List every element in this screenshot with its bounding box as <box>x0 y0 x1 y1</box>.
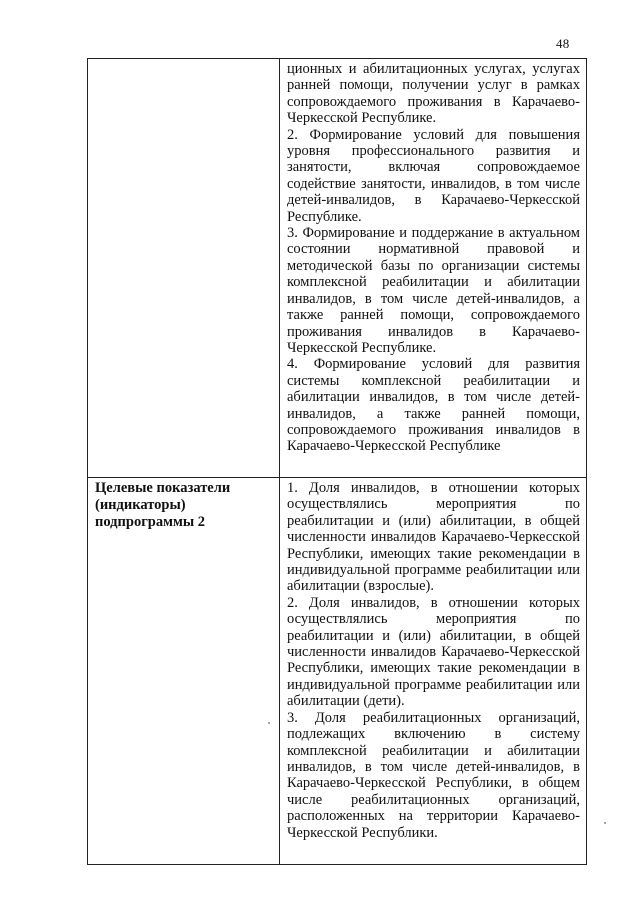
paragraph: 2. Доля инвалидов, в отношении которых осуществлялись мероприятия по реабилитации и (или) абилитации, в общей численности инвалидов Карачаево-Черкесской Республики, имеющих такие рекомендации в индивидуальной программе реабилитации или абилитации (дети). <box>287 594 580 710</box>
subprogram-passport-table <box>87 58 587 865</box>
paragraph: 4. Формирование условий для развития системы комплексной реабилитации и абилитации инвалидов, в том числе детей-инвалидов, а также ранней помощи, сопровождаемого проживания инвалидов в Карачаево-Черкесской Республике <box>287 356 580 455</box>
scan-speck <box>268 722 270 724</box>
paragraph: 3. Формирование и поддержание в актуальном состоянии нормативной правовой и методической базы по организации системы комплексной реабилитации и абилитации инвалидов, в том числе детей-инвалидов, а также ранней помощи, сопровождаемого проживания инвалидов в Карачаево-Черкесской Республике. <box>287 225 580 356</box>
paragraph: 1. Доля инвалидов, в отношении которых осуществлялись мероприятия по реабилитации и (или) абилитации, в общей численности инвалидов Карачаево-Черкесской Республики, имеющих такие рекомендации в индивидуальной программе реабилитации или абилитации (взрослые). <box>287 480 580 595</box>
scan-speck <box>604 822 606 824</box>
paragraph: 2. Формирование условий для повышения уровня профессионального развития и занятости, включая сопровождаемое содействие занятости, инвалидов, в том числе детей-инвалидов, в Карачаево-Черкесской Республике. <box>287 126 580 225</box>
row-label-cell <box>88 478 280 865</box>
page-number: 48 <box>556 36 570 51</box>
paragraph: ционных и абилитационных услугах, услугах ранней помощи, получении услуг в рамках сопровождаемого проживания в Карачаево-Черкесской Республике. <box>287 61 580 127</box>
row-content-cell <box>280 59 587 478</box>
row-label: Целевые показатели (индикаторы) подпрограммы 2 <box>95 480 231 530</box>
row-content-cell <box>280 478 587 865</box>
table-row <box>88 478 587 865</box>
table-row <box>88 59 587 478</box>
paragraph: 3. Доля реабилитационных организаций, подлежащих включению в систему комплексной реабилитации и абилитации инвалидов, в том числе детей-инвалидов, в Карачаево-Черкесской Республики, в общем числе реабилитационных организаций, расположенных на территории Карачаево-Черкесской Республики. <box>287 709 580 841</box>
row-label-cell <box>88 59 280 478</box>
